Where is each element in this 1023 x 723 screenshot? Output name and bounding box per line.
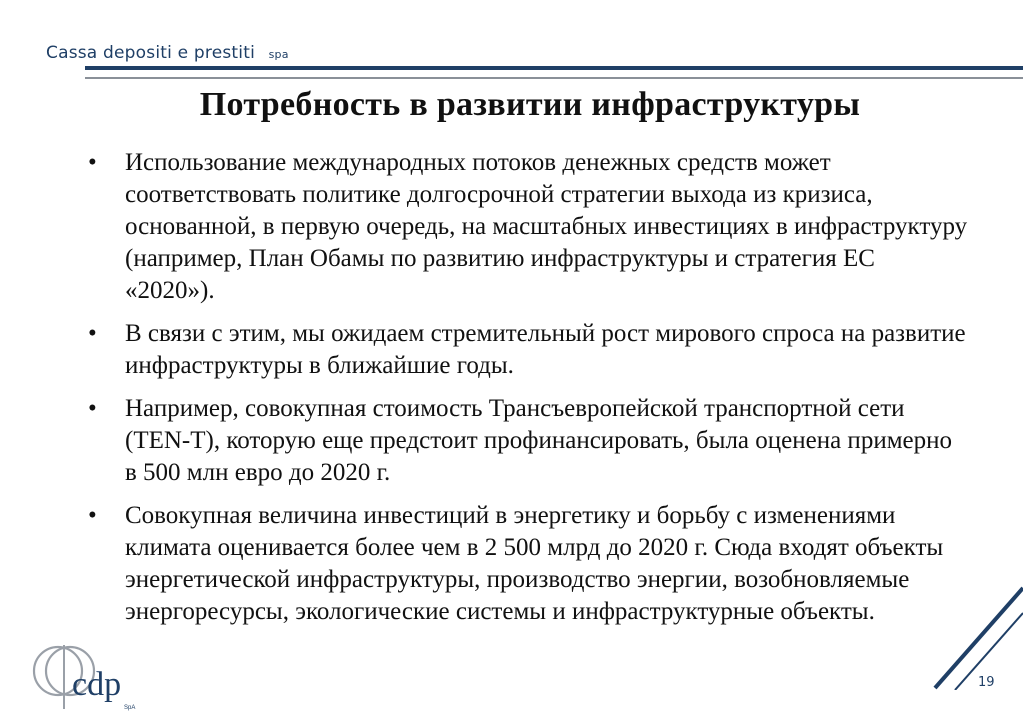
company-suffix: spa <box>268 48 289 61</box>
header-company-name <box>46 43 289 63</box>
bullet-list <box>88 147 968 639</box>
bullet-text: Например, совокупная стоимость Трансъевропейской транспортной сети (TEN-T), которую еще предстоит профинансировать, была оценена примерно в 500 млн евро до 2020 г. <box>125 395 952 486</box>
bullet-dot: • <box>88 395 97 422</box>
company-name: Cassa depositi e prestiti <box>46 43 255 63</box>
header-rule-thin <box>85 77 1023 79</box>
bullet-item <box>88 500 968 628</box>
bullet-text: В связи с этим, мы ожидаем стремительный рост мирового спроса на развитие инфраструктуры в ближайшие годы. <box>125 320 966 379</box>
cdp-logo <box>30 637 140 717</box>
bullet-text: Использование международных потоков денежных средств может соответствовать политике долгосрочной стратегии выхода из кризиса, основанной, в первую очередь, на масштабных инвестициях в инфраструктуру (например, План Обамы по развитию инфраструктуры и стратегия ЕС «2020»). <box>125 149 968 304</box>
bullet-text: Совокупная величина инвестиций в энергетику и борьбу с изменениями климата оценивается более чем в 2 500 млрд до 2020 г. Сюда входят объекты энергетической инфраструктуры, производство энергии, возобновляемые энергоресурсы, экологические системы и инфраструктурные объекты. <box>125 502 944 625</box>
corner-decoration <box>925 580 1023 690</box>
bullet-dot: • <box>88 502 97 529</box>
bullet-item <box>88 147 968 307</box>
slide-title: Потребность в развитии инфраструктуры <box>199 86 861 123</box>
bullet-item <box>88 393 968 489</box>
deco-line-1 <box>935 588 1023 688</box>
header-rule-thick <box>85 66 1023 70</box>
bullet-dot: • <box>88 320 97 347</box>
bullet-dot: • <box>88 149 97 176</box>
logo-text: cdp <box>72 666 122 703</box>
page-number: 19 <box>978 675 995 690</box>
logo-subtext: SpA <box>124 705 136 711</box>
bullet-item <box>88 318 968 382</box>
